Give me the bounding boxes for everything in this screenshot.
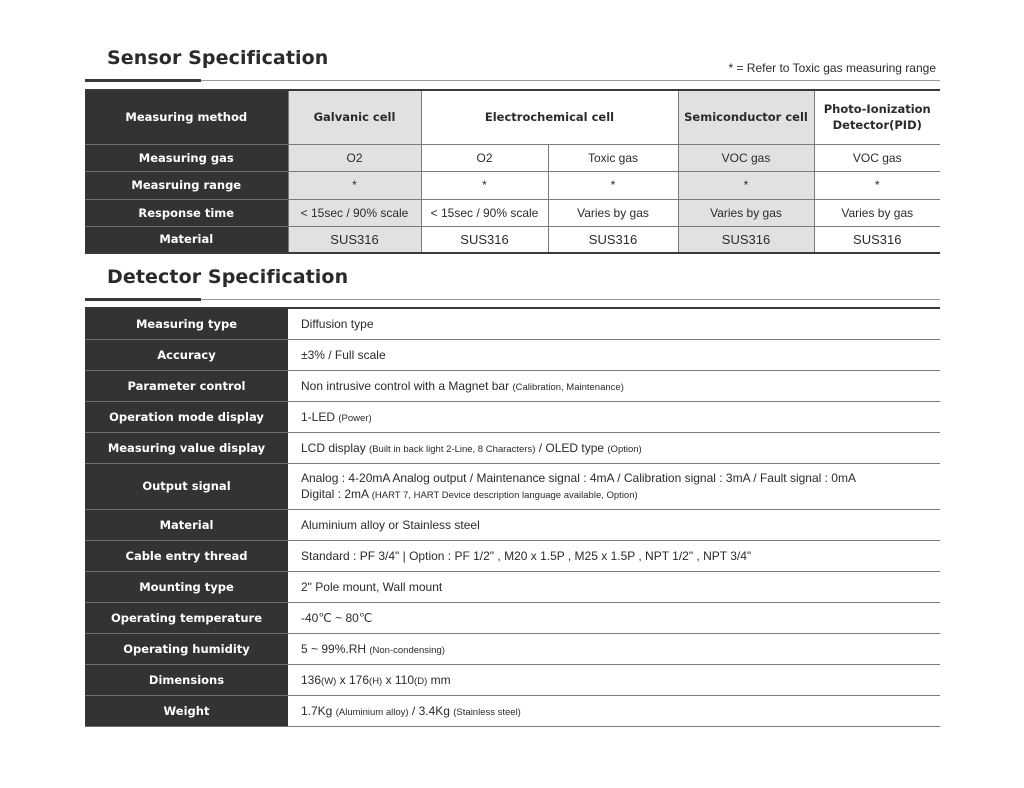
row-label: Mounting type [85, 571, 288, 602]
cell-text: / 3.4Kg [408, 703, 454, 718]
table-cell: SUS316 [548, 226, 678, 253]
pid-header-line2: Detector(PID) [832, 118, 922, 133]
detector-title-accent [85, 298, 201, 301]
table-cell: * [421, 171, 548, 199]
cell-text: Digital : 2mA [301, 487, 372, 501]
row-label: Output signal [85, 463, 288, 509]
table-cell: * [548, 171, 678, 199]
pid-header-line1: Photo-Ionization [823, 102, 931, 117]
row-label: Measuring value display [85, 432, 288, 463]
table-row [85, 571, 940, 602]
table-cell: O2 [421, 144, 548, 171]
table-cell: SUS316 [814, 226, 940, 253]
table-cell [288, 633, 940, 664]
table-cell: ±3% / Full scale [288, 339, 940, 370]
cell-note: (H) [369, 675, 383, 687]
detector-section-title: Detector Specification [107, 266, 349, 288]
table-row [85, 199, 940, 226]
row-label: Dimensions [85, 664, 288, 695]
table-cell: Varies by gas [678, 199, 814, 226]
detector-title-rule [85, 299, 940, 300]
cell-note: (Calibration, Maintenance) [512, 381, 624, 393]
table-cell [288, 695, 940, 726]
row-label: Parameter control [85, 370, 288, 401]
cell-text: 1.7Kg [301, 703, 336, 718]
row-label: Measuring type [85, 308, 288, 339]
table-cell: Aluminium alloy or Stainless steel [288, 509, 940, 540]
row-label: Material [85, 226, 288, 253]
row-label: Measuring method [85, 90, 288, 144]
table-cell: < 15sec / 90% scale [288, 199, 421, 226]
table-row [85, 226, 940, 253]
row-label: Material [85, 509, 288, 540]
table-cell: SUS316 [288, 226, 421, 253]
sensor-section-title: Sensor Specification [107, 47, 329, 69]
table-cell: Standard : PF 3/4" | Option : PF 1/2" , M20 x 1.5P , M25 x 1.5P , NPT 1/2" , NPT 3/4" [288, 540, 940, 571]
table-row [85, 401, 940, 432]
table-cell: O2 [288, 144, 421, 171]
table-cell: SUS316 [678, 226, 814, 253]
pid-header [814, 90, 940, 144]
table-cell: VOC gas [814, 144, 940, 171]
cell-note: (Non-condensing) [369, 644, 445, 656]
cell-text: LCD display [301, 440, 370, 455]
sensor-title-accent [85, 79, 201, 82]
cell-note: (Built in back light 2-Line, 8 Characters) [369, 443, 536, 455]
toxic-range-note: * = Refer to Toxic gas measuring range [728, 61, 936, 75]
table-row [85, 370, 940, 401]
cell-second-line [301, 487, 940, 501]
cell-note: (W) [321, 675, 337, 687]
galvanic-cell-header: Galvanic cell [288, 90, 421, 144]
table-cell [288, 664, 940, 695]
cell-note: (Aluminium alloy) [335, 706, 409, 718]
table-row [85, 509, 940, 540]
cell-text: x 110 [382, 672, 415, 687]
table-row [85, 540, 940, 571]
table-cell: SUS316 [421, 226, 548, 253]
table-row [85, 171, 940, 199]
table-cell: Varies by gas [548, 199, 678, 226]
table-row [85, 664, 940, 695]
row-label: Weight [85, 695, 288, 726]
table-cell [288, 463, 940, 509]
table-row [85, 463, 940, 509]
cell-text: / OLED type [535, 440, 608, 455]
table-cell: < 15sec / 90% scale [421, 199, 548, 226]
row-label: Cable entry thread [85, 540, 288, 571]
cell-text: Analog : 4-20mA Analog output / Maintenance signal : 4mA / Calibration signal : 3mA / Fault signal : 0mA [301, 471, 856, 485]
table-cell [288, 370, 940, 401]
table-row [85, 602, 940, 633]
cell-note: (HART 7, HART Device description language available, Option) [371, 490, 638, 501]
table-row [85, 90, 940, 144]
row-label: Response time [85, 199, 288, 226]
row-label: Operation mode display [85, 401, 288, 432]
table-cell: -40℃ ~ 80℃ [288, 602, 940, 633]
cell-note: (Option) [607, 443, 642, 455]
cell-note: (Power) [338, 412, 372, 424]
row-label: Accuracy [85, 339, 288, 370]
cell-text: 1-LED [301, 409, 339, 424]
electrochemical-cell-header: Electrochemical cell [421, 90, 678, 144]
cell-text: 136 [301, 672, 322, 687]
row-label: Measuring gas [85, 144, 288, 171]
sensor-title-rule [85, 80, 940, 81]
table-cell: 2" Pole mount, Wall mount [288, 571, 940, 602]
table-row [85, 633, 940, 664]
table-cell: Toxic gas [548, 144, 678, 171]
table-row [85, 308, 940, 339]
table-row [85, 695, 940, 726]
table-cell: VOC gas [678, 144, 814, 171]
table-cell: * [814, 171, 940, 199]
cell-text: mm [427, 672, 451, 687]
table-row [85, 144, 940, 171]
row-label: Operating temperature [85, 602, 288, 633]
table-cell: Diffusion type [288, 308, 940, 339]
table-row [85, 339, 940, 370]
table-row [85, 432, 940, 463]
sensor-spec-table [85, 89, 940, 254]
cell-text: 5 ~ 99%.RH [301, 641, 370, 656]
table-cell [288, 401, 940, 432]
detector-spec-table [85, 307, 940, 727]
table-cell: * [288, 171, 421, 199]
cell-text: Non intrusive control with a Magnet bar [301, 378, 513, 393]
row-label: Operating humidity [85, 633, 288, 664]
row-label: Measruing range [85, 171, 288, 199]
table-cell [288, 432, 940, 463]
table-cell: Varies by gas [814, 199, 940, 226]
cell-note: (D) [414, 675, 428, 687]
cell-text: x 176 [336, 672, 370, 687]
table-cell: * [678, 171, 814, 199]
cell-note: (Stainless steel) [453, 706, 521, 718]
semiconductor-cell-header: Semiconductor cell [678, 90, 814, 144]
